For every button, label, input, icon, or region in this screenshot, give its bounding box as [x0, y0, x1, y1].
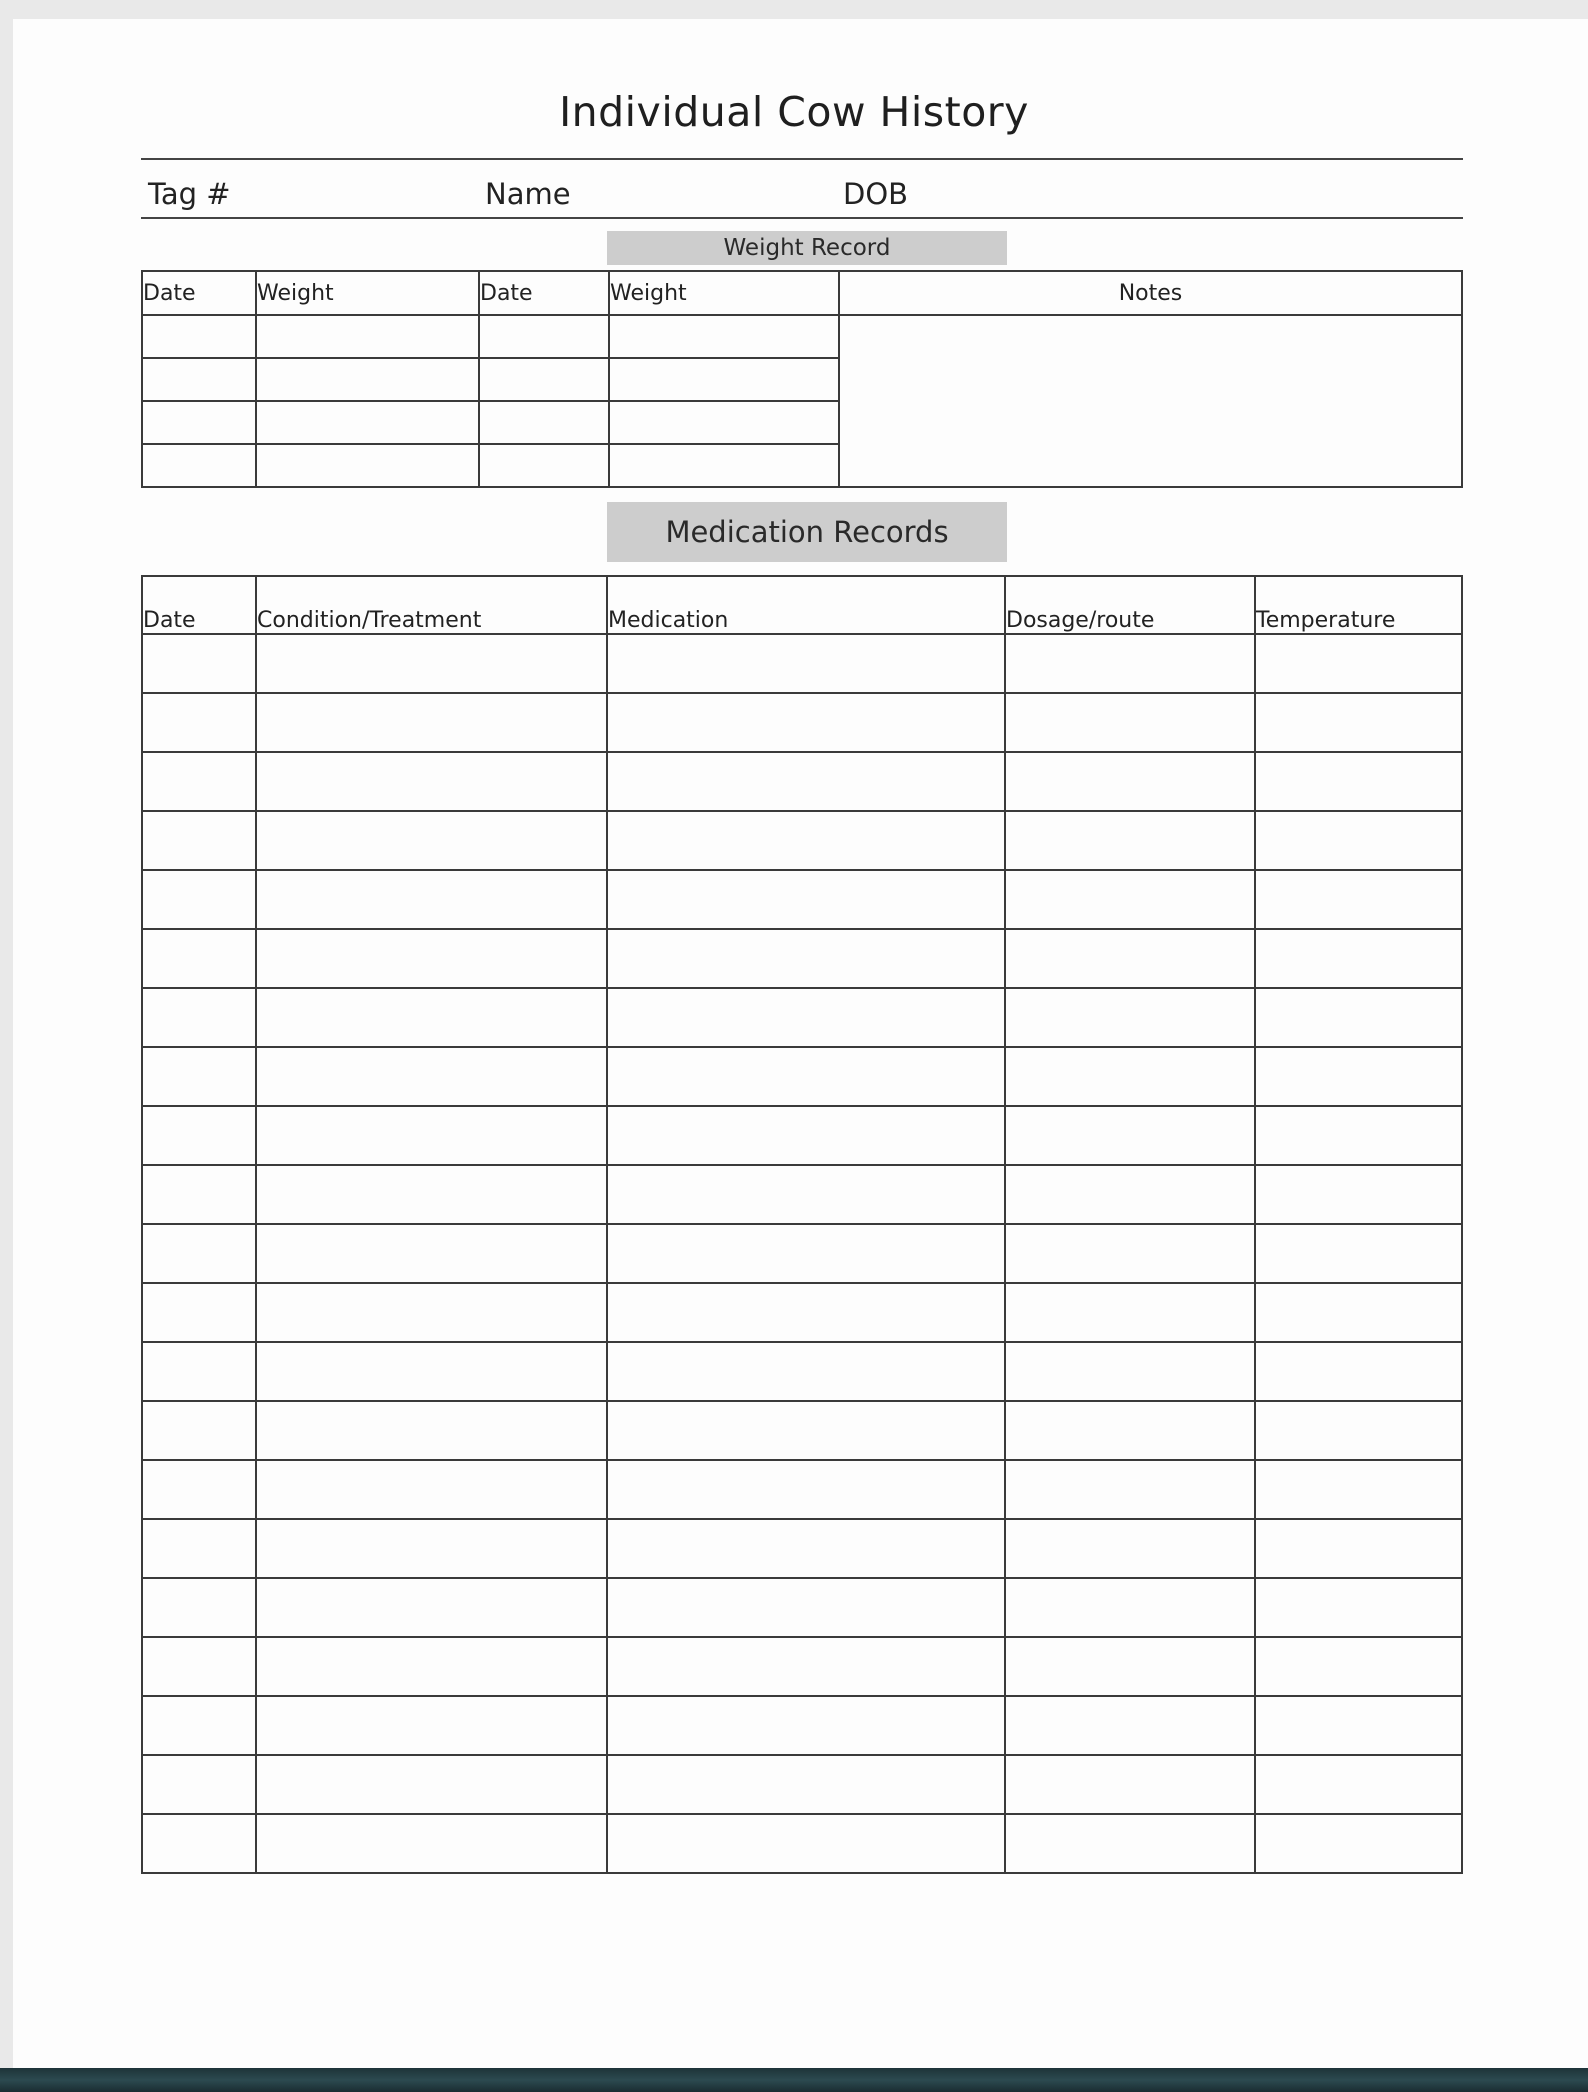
medication-entry-cell[interactable]: [1255, 1165, 1462, 1224]
medication-entry-cell[interactable]: [142, 1814, 256, 1873]
medication-entry-cell[interactable]: [1255, 1460, 1462, 1519]
medication-entry-cell[interactable]: [142, 1519, 256, 1578]
dob-label: DOB: [843, 177, 909, 211]
medication-entry-cell[interactable]: [1005, 1696, 1255, 1755]
medication-entry-cell[interactable]: [256, 1047, 607, 1106]
medication-entry-cell[interactable]: [142, 1047, 256, 1106]
medication-entry-cell[interactable]: [1255, 693, 1462, 752]
medication-entry-cell[interactable]: [607, 1342, 1005, 1401]
weight-col-date-1: Date: [142, 271, 256, 315]
medication-entry-cell[interactable]: [1005, 870, 1255, 929]
medication-entry-cell[interactable]: [1255, 1401, 1462, 1460]
weight-entry-cell[interactable]: [479, 444, 609, 487]
medication-entry-cell[interactable]: [256, 1814, 607, 1873]
medication-row: [142, 1696, 1462, 1755]
medication-entry-cell[interactable]: [256, 1578, 607, 1637]
medication-entry-cell[interactable]: [142, 929, 256, 988]
medication-row: [142, 752, 1462, 811]
medication-entry-cell[interactable]: [1005, 1224, 1255, 1283]
medication-entry-cell[interactable]: [1255, 1224, 1462, 1283]
medication-row: [142, 1283, 1462, 1342]
medication-entry-cell[interactable]: [607, 929, 1005, 988]
medication-entry-cell[interactable]: [142, 1696, 256, 1755]
weight-entry-cell[interactable]: [609, 444, 839, 487]
weight-entry-cell[interactable]: [142, 401, 256, 444]
weight-entry-cell[interactable]: [256, 315, 479, 358]
medication-entry-cell[interactable]: [1255, 1637, 1462, 1696]
weight-row: [142, 315, 1462, 358]
medication-entry-cell[interactable]: [1005, 1283, 1255, 1342]
medication-row: [142, 1224, 1462, 1283]
weight-col-weight-2: Weight: [609, 271, 839, 315]
medication-entry-cell[interactable]: [1005, 1637, 1255, 1696]
medication-entry-cell[interactable]: [607, 1696, 1005, 1755]
medication-entry-cell[interactable]: [607, 1637, 1005, 1696]
medication-entry-cell[interactable]: [1005, 1342, 1255, 1401]
medication-entry-cell[interactable]: [1005, 811, 1255, 870]
medication-row: [142, 929, 1462, 988]
medication-entry-cell[interactable]: [142, 988, 256, 1047]
medication-entry-cell[interactable]: [607, 693, 1005, 752]
medication-entry-cell[interactable]: [1255, 988, 1462, 1047]
medication-entry-cell[interactable]: [142, 1342, 256, 1401]
weight-record-table: [141, 270, 1463, 488]
medication-entry-cell[interactable]: [1005, 1519, 1255, 1578]
medication-entry-cell[interactable]: [256, 1224, 607, 1283]
medication-entry-cell[interactable]: [142, 1460, 256, 1519]
medication-entry-cell[interactable]: [607, 1401, 1005, 1460]
medication-row: [142, 1047, 1462, 1106]
medication-entry-cell[interactable]: [1005, 988, 1255, 1047]
weight-entry-cell[interactable]: [142, 315, 256, 358]
medication-entry-cell[interactable]: [1005, 929, 1255, 988]
medication-entry-cell[interactable]: [256, 870, 607, 929]
medication-entry-cell[interactable]: [256, 752, 607, 811]
medication-entry-cell[interactable]: [1255, 1519, 1462, 1578]
medication-entry-cell[interactable]: [142, 752, 256, 811]
weight-entry-cell[interactable]: [609, 401, 839, 444]
medication-row: [142, 988, 1462, 1047]
medication-entry-cell[interactable]: [142, 1106, 256, 1165]
medication-entry-cell[interactable]: [607, 1578, 1005, 1637]
medication-entry-cell[interactable]: [1005, 693, 1255, 752]
medication-entry-cell[interactable]: [607, 1755, 1005, 1814]
medication-entry-cell[interactable]: [256, 988, 607, 1047]
medication-entry-cell[interactable]: [256, 1460, 607, 1519]
weight-entry-cell[interactable]: [256, 401, 479, 444]
weight-entry-cell[interactable]: [142, 444, 256, 487]
medication-entry-cell[interactable]: [607, 811, 1005, 870]
medication-entry-cell[interactable]: [1005, 1755, 1255, 1814]
weight-entry-cell[interactable]: [479, 315, 609, 358]
weight-entry-cell[interactable]: [256, 358, 479, 401]
medication-entry-cell[interactable]: [142, 1165, 256, 1224]
medication-entry-cell[interactable]: [1255, 1047, 1462, 1106]
notes-header: Notes: [839, 271, 1462, 315]
medication-entry-cell[interactable]: [607, 988, 1005, 1047]
medication-entry-cell[interactable]: [256, 1755, 607, 1814]
medication-row: [142, 811, 1462, 870]
medication-entry-cell[interactable]: [142, 870, 256, 929]
medication-entry-cell[interactable]: [1255, 752, 1462, 811]
medication-row: [142, 1637, 1462, 1696]
header-bottom-rule: [141, 217, 1463, 219]
weight-header-row: [142, 271, 1462, 315]
header-top-rule: [141, 158, 1463, 160]
medication-entry-cell[interactable]: [142, 811, 256, 870]
med-col-condition: Condition/Treatment: [256, 576, 607, 634]
medication-row: [142, 1460, 1462, 1519]
medication-entry-cell[interactable]: [142, 1224, 256, 1283]
medication-entry-cell[interactable]: [142, 1401, 256, 1460]
medication-entry-cell[interactable]: [607, 870, 1005, 929]
medication-row: [142, 693, 1462, 752]
medication-entry-cell[interactable]: [256, 811, 607, 870]
medication-entry-cell[interactable]: [256, 929, 607, 988]
medication-entry-cell[interactable]: [607, 1106, 1005, 1165]
medication-entry-cell[interactable]: [1005, 1401, 1255, 1460]
medication-entry-cell[interactable]: [1255, 1578, 1462, 1637]
page-title: Individual Cow History: [559, 88, 1029, 136]
medication-entry-cell[interactable]: [142, 693, 256, 752]
weight-col-date-2: Date: [479, 271, 609, 315]
medication-entry-cell[interactable]: [256, 1106, 607, 1165]
medication-entry-cell[interactable]: [1255, 870, 1462, 929]
medication-entry-cell[interactable]: [1255, 1283, 1462, 1342]
medication-entry-cell[interactable]: [142, 1637, 256, 1696]
medication-entry-cell[interactable]: [256, 1696, 607, 1755]
weight-entry-cell[interactable]: [256, 444, 479, 487]
medication-entry-cell[interactable]: [607, 634, 1005, 693]
medication-entry-cell[interactable]: [1005, 1047, 1255, 1106]
medication-row: [142, 1578, 1462, 1637]
med-col-date: Date: [142, 576, 256, 634]
medication-entry-cell[interactable]: [607, 752, 1005, 811]
medication-row: [142, 1755, 1462, 1814]
medication-records-table: [141, 575, 1463, 1874]
medication-entry-cell[interactable]: [142, 1283, 256, 1342]
medication-entry-cell[interactable]: [607, 1283, 1005, 1342]
medication-entry-cell[interactable]: [142, 1578, 256, 1637]
medication-entry-cell[interactable]: [1255, 1755, 1462, 1814]
medication-entry-cell[interactable]: [142, 1755, 256, 1814]
weight-entry-cell[interactable]: [609, 315, 839, 358]
medication-entry-cell[interactable]: [256, 1342, 607, 1401]
medication-row: [142, 870, 1462, 929]
medication-entry-cell[interactable]: [1005, 752, 1255, 811]
medication-row: [142, 634, 1462, 693]
medication-entry-cell[interactable]: [607, 1224, 1005, 1283]
medication-entry-cell[interactable]: [1005, 1578, 1255, 1637]
medication-row: [142, 1342, 1462, 1401]
notes-area[interactable]: [839, 315, 1462, 487]
medication-row: [142, 1814, 1462, 1873]
medication-entry-cell[interactable]: [607, 1519, 1005, 1578]
medication-entry-cell[interactable]: [1005, 1165, 1255, 1224]
medication-entry-cell[interactable]: [1255, 634, 1462, 693]
medication-entry-cell[interactable]: [1255, 1106, 1462, 1165]
weight-entry-cell[interactable]: [142, 358, 256, 401]
medication-entry-cell[interactable]: [256, 1283, 607, 1342]
medication-entry-cell[interactable]: [1255, 811, 1462, 870]
med-col-medication: Medication: [607, 576, 1005, 634]
weight-entry-cell[interactable]: [479, 358, 609, 401]
medication-row: [142, 1106, 1462, 1165]
medication-row: [142, 1519, 1462, 1578]
medication-entry-cell[interactable]: [607, 1047, 1005, 1106]
med-col-temperature: Temperature: [1255, 576, 1462, 634]
medication-entry-cell[interactable]: [1005, 1106, 1255, 1165]
medication-entry-cell[interactable]: [1005, 634, 1255, 693]
medication-row: [142, 1165, 1462, 1224]
weight-entry-cell[interactable]: [609, 358, 839, 401]
medication-header-row: [142, 576, 1462, 634]
name-label: Name: [485, 177, 571, 211]
medication-entry-cell[interactable]: [1255, 929, 1462, 988]
medication-entry-cell[interactable]: [1005, 1814, 1255, 1873]
medication-entry-cell[interactable]: [1255, 1696, 1462, 1755]
weight-record-banner: Weight Record: [607, 231, 1007, 265]
tag-label: Tag #: [148, 177, 231, 211]
medication-entry-cell[interactable]: [1255, 1342, 1462, 1401]
medication-entry-cell[interactable]: [607, 1814, 1005, 1873]
medication-entry-cell[interactable]: [142, 634, 256, 693]
medication-row: [142, 1401, 1462, 1460]
medication-entry-cell[interactable]: [256, 1401, 607, 1460]
medication-entry-cell[interactable]: [1005, 1460, 1255, 1519]
medication-entry-cell[interactable]: [607, 1165, 1005, 1224]
medication-entry-cell[interactable]: [256, 634, 607, 693]
weight-entry-cell[interactable]: [479, 401, 609, 444]
med-col-dosage: Dosage/route: [1005, 576, 1255, 634]
medication-entry-cell[interactable]: [607, 1460, 1005, 1519]
background-strip: [0, 2068, 1588, 2092]
medication-entry-cell[interactable]: [1255, 1814, 1462, 1873]
medication-entry-cell[interactable]: [256, 1165, 607, 1224]
medication-entry-cell[interactable]: [256, 693, 607, 752]
medication-records-banner: Medication Records: [607, 502, 1007, 562]
medication-entry-cell[interactable]: [256, 1637, 607, 1696]
weight-col-weight-1: Weight: [256, 271, 479, 315]
medication-entry-cell[interactable]: [256, 1519, 607, 1578]
